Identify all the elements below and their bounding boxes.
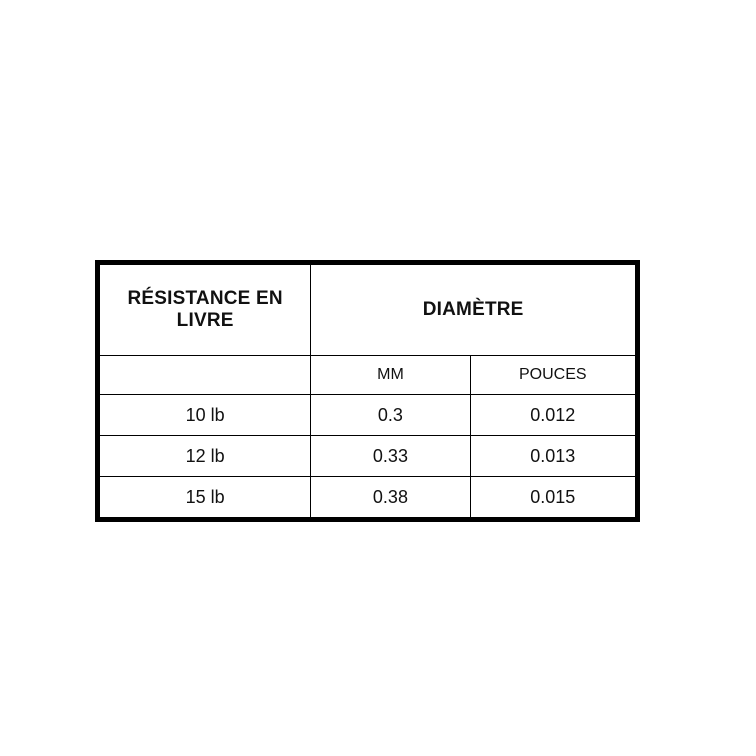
- subheader-blank-label: [100, 356, 310, 394]
- cell-resistance: [98, 436, 311, 477]
- cell-resistance-value: 12 lb: [185, 445, 225, 466]
- cell-mm-value: 0.38: [372, 486, 408, 507]
- subheader-mm: [311, 356, 470, 395]
- table-row: [98, 395, 638, 436]
- table-row: [98, 436, 638, 477]
- header-diameter-label: DIAMÈTRE: [422, 299, 524, 320]
- cell-inches-value: 0.012: [530, 404, 576, 425]
- cell-inches: [470, 436, 637, 477]
- cell-inches-value: 0.015: [530, 486, 576, 507]
- table-subheader-row: [98, 356, 638, 395]
- cell-resistance: [98, 395, 311, 436]
- cell-resistance-value: 15 lb: [185, 486, 225, 507]
- subheader-blank: [98, 356, 311, 395]
- cell-inches: [470, 395, 637, 436]
- cell-mm-value: 0.3: [377, 404, 403, 425]
- cell-mm: [311, 477, 470, 520]
- subheader-mm-label: MM: [377, 366, 404, 383]
- header-resistance: [98, 263, 311, 356]
- cell-inches: [470, 477, 637, 520]
- header-diameter: [311, 263, 638, 356]
- cell-resistance-value: 10 lb: [185, 404, 225, 425]
- line-specification-table: [95, 260, 640, 522]
- cell-mm-value: 0.33: [372, 445, 408, 466]
- subheader-inches-label: POUCES: [519, 366, 587, 383]
- spec-table-container: [95, 260, 640, 522]
- cell-mm: [311, 436, 470, 477]
- cell-resistance: [98, 477, 311, 520]
- subheader-inches: [470, 356, 637, 395]
- header-resistance-label: RÉSISTANCE EN LIVRE: [127, 288, 283, 331]
- cell-inches-value: 0.013: [530, 445, 576, 466]
- cell-mm: [311, 395, 470, 436]
- table-row: [98, 477, 638, 520]
- table-header-row: [98, 263, 638, 356]
